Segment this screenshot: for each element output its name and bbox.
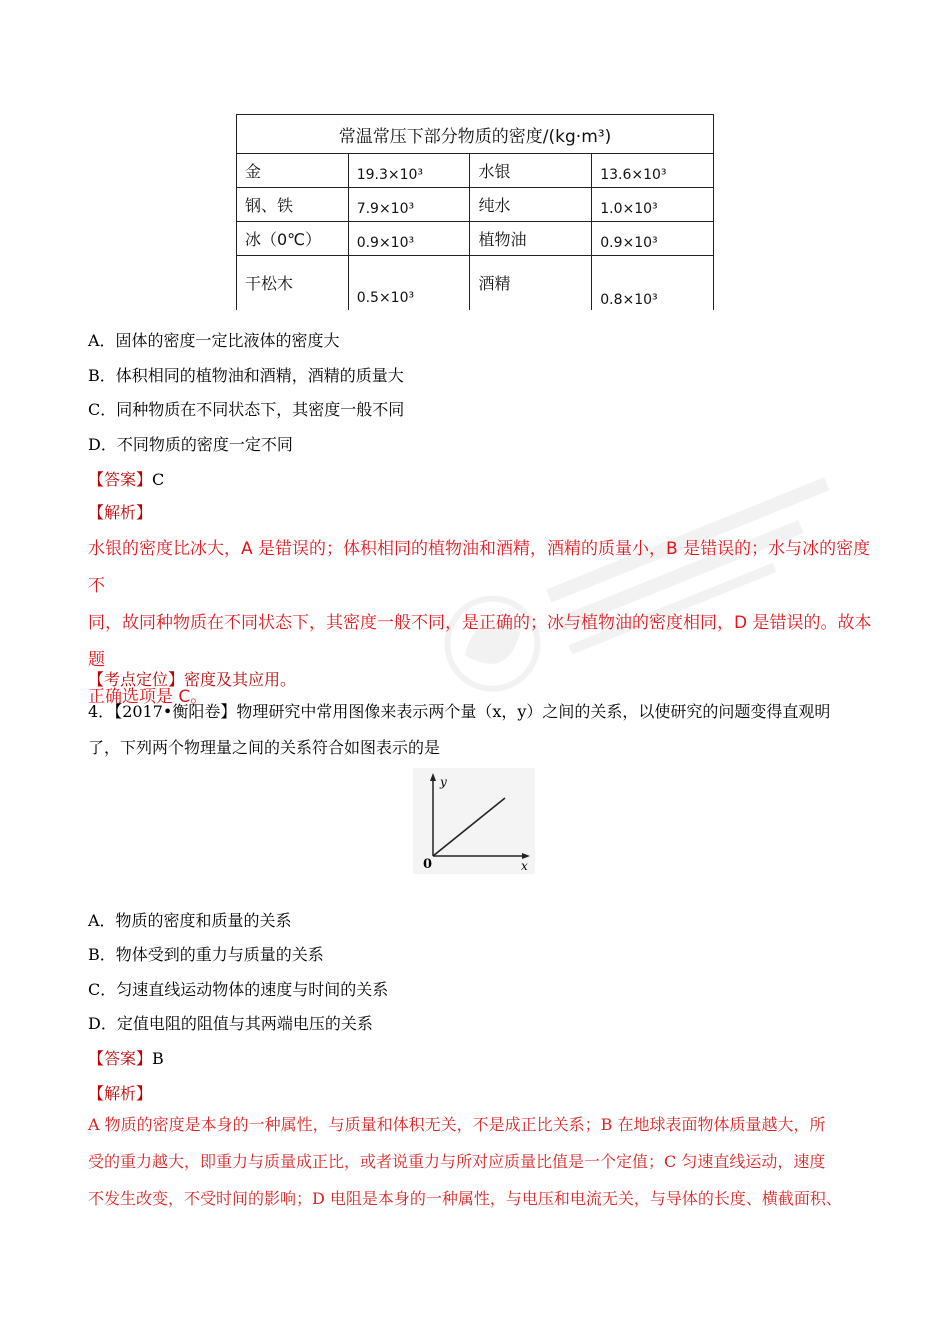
analysis-line: A 物质的密度是本身的一种属性，与质量和体积无关，不是成正比关系；B 在地球表面物体质量越大，所 [88,1115,826,1134]
analysis-line: 同，故同种物质在不同状态下，其密度一般不同，是正确的；冰与植物油的密度相同，D 是错误的。故本题 [88,613,872,670]
question-number: 4． [88,702,115,721]
table-cell: 水银 [470,154,592,188]
answer-line [88,1046,164,1069]
table-cell: 植物油 [470,221,592,255]
option-d: D．定值电阻的阻值与其两端电压的关系 [88,1014,373,1033]
y-label: y [440,775,447,789]
table-cell: 0.5×10³ [348,255,470,310]
stem-line [88,694,878,730]
table-cell: 1.0×10³ [592,187,714,221]
table-cell: 13.6×10³ [592,154,714,188]
table-cell: 7.9×10³ [348,187,470,221]
table-cell: 酒精 [470,255,592,310]
answer-value: C [152,470,165,489]
answer-label: 【答案】 [88,1049,153,1068]
analysis-line: 受的重力越大，即重力与质量成正比，或者说重力与所对应质量比值是一个定值；C 匀速直线运动，速度 [88,1152,826,1171]
table-caption: 常温常压下部分物质的密度/(kg·m³) [237,115,714,154]
answer-value: B [152,1049,164,1068]
answer-label: 【答案】 [88,470,153,489]
table-cell: 0.9×10³ [348,221,470,255]
table-cell: 0.9×10³ [592,221,714,255]
stem-text: 物理研究中常用图像来表示两个量（x，y）之间的关系，以使研究的问题变得直观明 [236,702,831,721]
point-label: 【考点定位】 [88,670,185,689]
option-b: B．体积相同的植物油和酒精，酒精的质量大 [88,366,404,385]
analysis-line: 不发生改变，不受时间的影响；D 电阻是本身的一种属性，与电压和电流无关，与导体的长度、横截面积、 [88,1189,842,1208]
table-cell: 冰（0℃） [237,221,349,255]
stem-line: 了，下列两个物理量之间的关系符合如图表示的是 [88,738,441,757]
x-label: x [521,859,528,873]
point-line [88,667,296,690]
option-a: A．固体的密度一定比液体的密度大 [88,331,340,350]
point-value: 密度及其应用。 [184,670,297,689]
question-4-stem [88,694,878,766]
line-graph-figure [413,768,535,874]
option-a: A．物质的密度和质量的关系 [88,911,292,930]
table-cell: 钢、铁 [237,187,349,221]
analysis-line: 正确选项是 C。 [88,687,208,707]
density-table [236,114,714,310]
analysis-label: 【解析】 [88,503,153,522]
table-cell-clipped: 0.8×10³ [600,292,658,308]
table-cell [592,255,714,310]
option-d: D．不同物质的密度一定不同 [88,435,293,454]
table-cell: 金 [237,154,349,188]
option-c: C．匀速直线运动物体的速度与时间的关系 [88,980,389,999]
table-cell: 干松木 [237,255,349,310]
option-b: B．物体受到的重力与质量的关系 [88,945,324,964]
option-c: C．同种物质在不同状态下，其密度一般不同 [88,400,405,419]
origin-label: 0 [423,857,433,872]
question-source: 【2017•衡阳卷】 [114,702,237,721]
analysis-line: 水银的密度比冰大，A 是错误的；体积相同的植物油和酒精，酒精的质量小，B 是错误的；水与冰的密度不 [88,539,871,596]
table-cell: 19.3×10³ [348,154,470,188]
answer-line [88,467,164,490]
analysis-label: 【解析】 [88,1084,153,1103]
analysis-text [88,1106,878,1217]
table-cell: 纯水 [470,187,592,221]
